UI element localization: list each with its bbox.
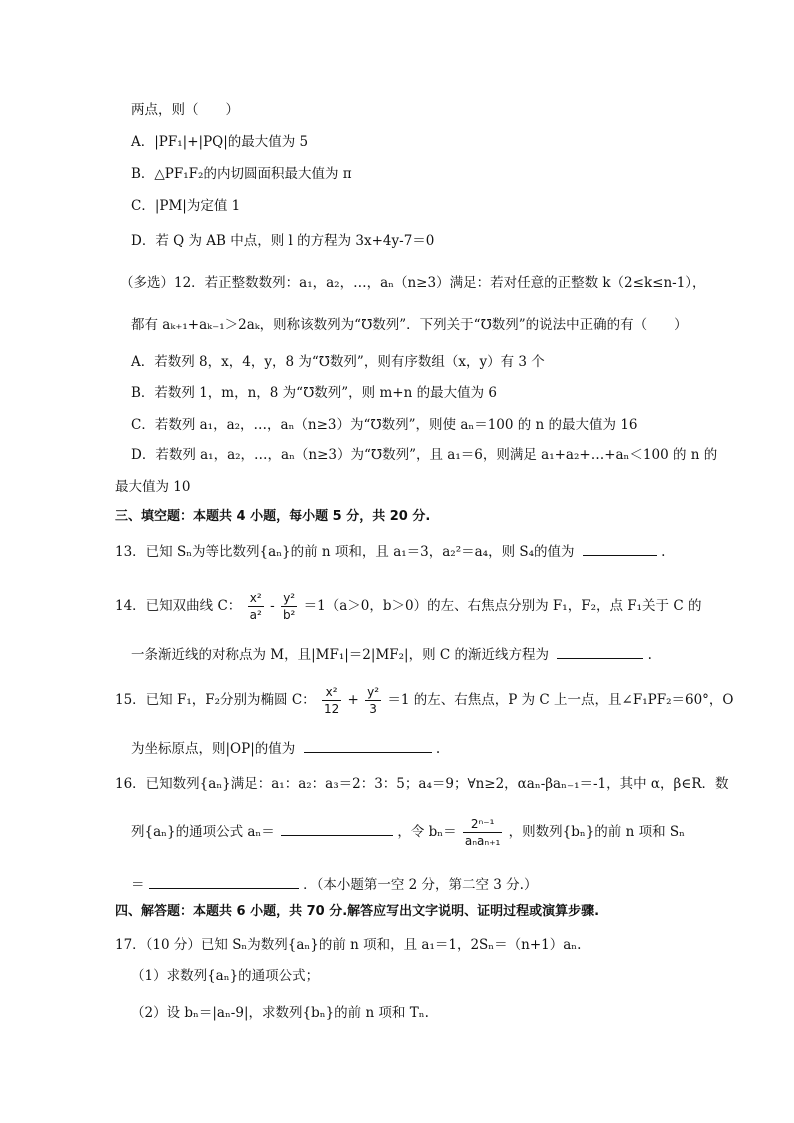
q16-answer-blank-1 <box>281 821 393 836</box>
q15-period: . <box>435 741 441 757</box>
q16-answer-blank-2 <box>149 874 299 889</box>
q14-text-a: 14．已知双曲线 C： <box>115 598 242 614</box>
q15-text-a: 15．已知 F₁，F₂分别为椭圆 C： <box>115 692 316 708</box>
q14-fraction-y: $\frac{\text{y²}}{\text{b²}}$ <box>282 591 296 622</box>
q12-option-d-line1: D．若数列 a₁，a₂，…，aₙ（n≥3）为“℧数列”，且 a₁＝6，则满足 a₁+a₂+…+aₙ＜100 的 n 的 <box>131 447 718 463</box>
q12-stem-line2: 都有 aₖ₊₁+aₖ₋₁＞2aₖ，则称该数列为“℧数列”．下列关于“℧数列”的说法中正确的有（ ） <box>131 317 688 333</box>
q16-line2 <box>131 812 685 852</box>
q15-fraction-y: $\frac{\text{y²}}{3}$ <box>367 685 380 716</box>
q12-option-d-line2: 最大值为 10 <box>115 479 191 495</box>
q14-line2 <box>131 644 652 664</box>
q16-text-b3: ，则数列{bₙ}的前 n 项和 Sₙ <box>508 824 685 840</box>
q11-option-b: B．△PF₁F₂的内切圆面积最大值为 π <box>131 166 352 182</box>
q15-fraction-x: $\frac{\text{x²}}{12}$ <box>323 685 340 716</box>
q17-part-2: （2）设 bₙ＝|aₙ-9|，求数列{bₙ}的前 n 项和 Tₙ. <box>131 1005 429 1021</box>
section-3-heading: 三、填空题：本题共 4 小题，每小题 5 分，共 20 分. <box>115 509 431 524</box>
q14-text-b: ＝1（a＞0，b＞0）的左、右焦点分别为 F₁，F₂，点 F₁关于 C 的 <box>303 598 702 614</box>
q15-answer-blank <box>304 738 432 753</box>
q16-line1: 16．已知数列{aₙ}满足：a₁：a₂：a₃＝2：3：5；a₄＝9；∀n≥2，αaₙ-βaₙ₋₁＝-1，其中 α，β∈R．数 <box>115 776 729 792</box>
q16-line3 <box>131 874 537 894</box>
q16-text-b2: ，令 bₙ＝ <box>397 824 457 840</box>
q14-text-c: 一条渐近线的对称点为 M，且|MF₁|＝2|MF₂|，则 C 的渐近线方程为 <box>131 647 550 663</box>
q14-answer-blank <box>557 644 643 659</box>
q16-fraction-bn: $\frac{\text{2ⁿ⁻¹}}{\text{aₙaₙ₊₁}}$ <box>464 817 501 848</box>
q14-minus: - <box>270 598 275 614</box>
q15-line1 <box>115 682 733 718</box>
q17-part-1: （1）求数列{aₙ}的通项公式； <box>131 968 320 984</box>
q15-line2 <box>131 738 440 758</box>
q12-stem-line1: （多选）12．若正整数数列：a₁，a₂，…，aₙ（n≥3）满足：若对任意的正整数 k（2≤k≤n-1）， <box>120 275 706 291</box>
q14-period: . <box>647 647 652 663</box>
q11-option-c: C．|PM|为定值 1 <box>131 198 241 214</box>
q13-text: 13．已知 Sₙ为等比数列{aₙ}的前 n 项和，且 a₁＝3，a₂²＝a₄，则 S₄的值为 <box>115 544 575 560</box>
q16-text-b1: 列{aₙ}的通项公式 aₙ＝ <box>131 824 275 840</box>
q11-option-d: D．若 Q 为 AB 中点，则 l 的方程为 3x+4y-7＝0 <box>131 233 435 249</box>
q13 <box>115 541 665 561</box>
q12-option-a: A．若数列 8，x，4，y，8 为“℧数列”，则有序数组（x，y）有 3 个 <box>131 354 545 370</box>
q15-text-c: 为坐标原点，则|OP|的值为 <box>131 741 296 757</box>
q11-option-a: A．|PF₁|+|PQ|的最大值为 5 <box>131 134 309 150</box>
section-4-heading: 四、解答题：本题共 6 小题，共 70 分.解答应写出文字说明、证明过程或演算步骤. <box>115 904 600 919</box>
q14-line1 <box>115 588 701 624</box>
q16-equals: ＝ <box>131 877 145 893</box>
q16-text-c: ．（本小题第一空 2 分，第二空 3 分.） <box>303 877 538 893</box>
q12-option-c: C．若数列 a₁，a₂，…，aₙ（n≥3）为“℧数列”，则使 aₙ＝100 的 n 的最大值为 16 <box>131 417 638 433</box>
q13-answer-blank <box>583 541 657 556</box>
q15-text-b: ＝1 的左、右焦点，P 为 C 上一点，且∠F₁PF₂＝60°，O <box>387 692 734 708</box>
q13-period: . <box>661 544 666 560</box>
q11-intro: 两点，则（ ） <box>131 102 239 118</box>
q15-plus: + <box>347 692 359 708</box>
q17-stem: 17．（10 分）已知 Sₙ为数列{aₙ}的前 n 项和，且 a₁＝1，2Sₙ＝（n+1）aₙ. <box>115 937 582 953</box>
q12-option-b: B．若数列 1，m，n，8 为“℧数列”，则 m+n 的最大值为 6 <box>131 385 497 401</box>
q14-fraction-x: $\frac{\text{x²}}{\text{a²}}$ <box>249 591 262 622</box>
